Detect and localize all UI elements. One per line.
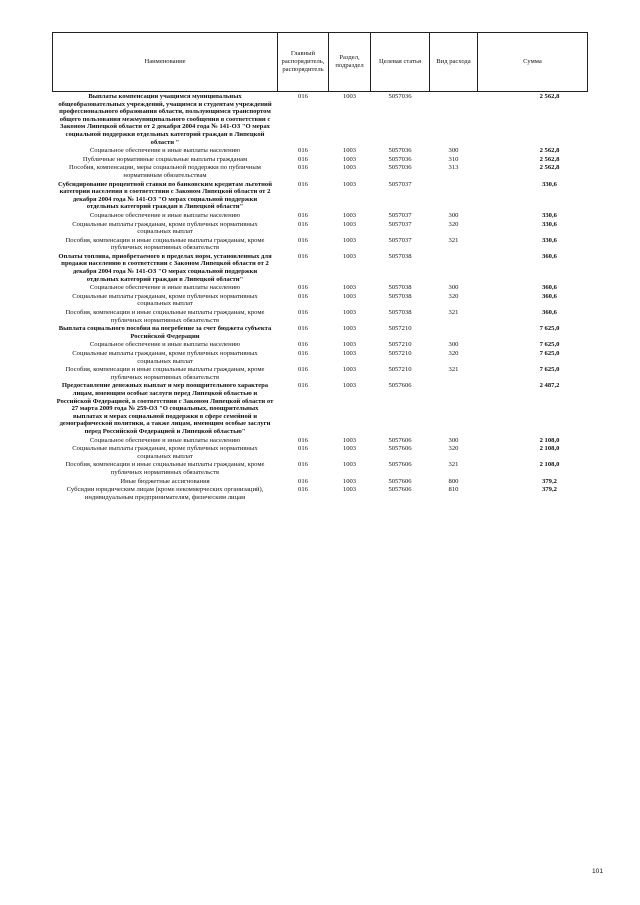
cell-sum: 7 625,0 bbox=[539, 325, 560, 333]
table-row bbox=[53, 163, 588, 179]
cell-admin: 016 bbox=[298, 164, 308, 172]
cell-sum: 2 108,0 bbox=[539, 445, 560, 453]
cell-name: Социальное обеспечение и иные выплаты населению bbox=[89, 341, 241, 349]
cell-target: 5057606 bbox=[388, 436, 412, 444]
cell-expense: 321 bbox=[448, 309, 459, 317]
cell-sum: 2 562,8 bbox=[539, 93, 560, 100]
cell-name: Субсидирование процентной ставки по банковским кредитам льготной категории населения в соответствии с Законом Липецкой области от 2 декабря 2004 года № 141-ОЗ "О мерах социальной поддержки отдельных категорий граждан в Липецкой области" bbox=[57, 180, 273, 211]
cell-name: Пособия, компенсации и иные социальные выплаты гражданам, кроме публичных нормативных обязательств bbox=[65, 366, 265, 381]
cell-admin: 016 bbox=[298, 211, 308, 219]
cell-section: 1003 bbox=[342, 93, 357, 100]
table-row bbox=[53, 220, 588, 236]
header-sum: Сумма bbox=[478, 33, 588, 92]
cell-sum: 360,6 bbox=[542, 252, 557, 260]
cell-admin: 016 bbox=[298, 180, 308, 188]
table-row bbox=[53, 381, 588, 435]
table-row bbox=[53, 211, 588, 220]
cell-sum: 2 562,8 bbox=[539, 164, 560, 172]
cell-name: Социальное обеспечение и иные выплаты населению bbox=[89, 284, 241, 292]
cell-name: Социальные выплаты гражданам, кроме публичных нормативных социальных выплат bbox=[72, 220, 258, 236]
cell-sum: 2 562,8 bbox=[539, 147, 560, 155]
cell-target: 5057210 bbox=[388, 366, 412, 374]
table-row bbox=[53, 349, 588, 365]
cell-section: 1003 bbox=[342, 486, 357, 494]
cell-sum: 7 625,0 bbox=[539, 350, 560, 357]
cell-target: 5057606 bbox=[388, 445, 412, 453]
cell-section: 1003 bbox=[342, 350, 357, 357]
page-number: 101 bbox=[592, 868, 604, 875]
cell-admin: 016 bbox=[298, 350, 308, 357]
cell-expense bbox=[430, 324, 478, 340]
cell-target: 5057210 bbox=[388, 325, 412, 333]
table-row bbox=[53, 460, 588, 476]
cell-sum: 330,6 bbox=[542, 220, 557, 228]
cell-expense: 320 bbox=[448, 220, 459, 228]
cell-expense: 320 bbox=[448, 292, 459, 300]
table-row bbox=[53, 252, 588, 283]
cell-name: Выплата социального пособия на погребение за счет бюджета субъекта Российской Федерации bbox=[58, 325, 272, 340]
cell-target: 5057037 bbox=[388, 220, 412, 228]
cell-sum: 330,6 bbox=[542, 211, 557, 219]
cell-sum: 360,6 bbox=[542, 309, 557, 317]
cell-name: Пособия, компенсации и иные социальные выплаты гражданам, кроме публичных нормативных обязательств bbox=[65, 309, 265, 324]
cell-sum: 330,6 bbox=[542, 236, 557, 244]
cell-name: Социальные выплаты гражданам, кроме публичных нормативных социальных выплат bbox=[72, 292, 258, 308]
cell-section: 1003 bbox=[342, 236, 357, 244]
cell-name: Социальные выплаты гражданам, кроме публичных нормативных социальных выплат bbox=[72, 445, 258, 460]
cell-section: 1003 bbox=[342, 252, 357, 260]
table-row bbox=[53, 292, 588, 308]
table-row bbox=[53, 308, 588, 324]
table-row bbox=[53, 340, 588, 349]
cell-expense: 321 bbox=[448, 366, 459, 374]
cell-target: 5057038 bbox=[388, 292, 412, 300]
cell-sum: 2 108,0 bbox=[539, 461, 560, 469]
table-row bbox=[53, 155, 588, 164]
cell-target: 5057038 bbox=[388, 284, 412, 292]
cell-target: 5057210 bbox=[388, 350, 412, 357]
cell-admin: 016 bbox=[298, 325, 308, 333]
cell-name: Социальное обеспечение и иные выплаты населению bbox=[89, 211, 241, 219]
table-row bbox=[53, 365, 588, 381]
header-admin: Главный распорядитель, распорядитель bbox=[278, 33, 329, 92]
cell-target: 5057606 bbox=[388, 461, 412, 469]
cell-expense bbox=[430, 252, 478, 283]
cell-section: 1003 bbox=[342, 211, 357, 219]
cell-name: Пособия, компенсации и иные социальные выплаты гражданам, кроме публичных нормативных обязательств bbox=[65, 236, 265, 252]
cell-expense bbox=[430, 381, 478, 435]
cell-sum: 2 108,0 bbox=[539, 436, 560, 444]
header-expense: Вид расхода bbox=[430, 33, 478, 92]
cell-admin: 016 bbox=[298, 341, 308, 349]
cell-section: 1003 bbox=[342, 461, 357, 469]
cell-target: 5057036 bbox=[388, 155, 412, 163]
cell-expense: 300 bbox=[448, 341, 459, 349]
cell-name: Публичные нормативные социальные выплаты гражданам bbox=[82, 155, 248, 163]
cell-admin: 016 bbox=[298, 445, 308, 453]
table-row bbox=[53, 436, 588, 445]
cell-name: Оплаты топлива, приобретаемого в пределах норм, установленных для продажи населению в соответствии с Законом Липецкой области от 2 декабря 2004 года № 141-ОЗ "О мерах социальной поддержки отдельных категорий граждан в Липецкой области" bbox=[58, 252, 272, 283]
cell-admin: 016 bbox=[298, 292, 308, 300]
cell-target: 5057606 bbox=[388, 382, 412, 390]
cell-sum: 379,2 bbox=[542, 486, 557, 494]
cell-section: 1003 bbox=[342, 382, 357, 390]
cell-expense: 321 bbox=[448, 236, 459, 244]
cell-expense bbox=[430, 92, 478, 147]
cell-expense: 300 bbox=[448, 284, 459, 292]
cell-target: 5057606 bbox=[388, 486, 412, 494]
cell-name: Пособия, компенсации, меры социальной поддержки по публичным нормативным обязательствам bbox=[69, 164, 261, 179]
cell-target: 5057038 bbox=[388, 309, 412, 317]
table-row bbox=[53, 92, 588, 147]
cell-target: 5057037 bbox=[388, 180, 412, 188]
cell-expense: 300 bbox=[448, 147, 459, 155]
cell-target: 5057036 bbox=[388, 164, 412, 172]
cell-section: 1003 bbox=[342, 155, 357, 163]
table-row bbox=[53, 283, 588, 292]
cell-expense: 310 bbox=[448, 155, 459, 163]
cell-section: 1003 bbox=[342, 147, 357, 155]
cell-expense bbox=[430, 180, 478, 211]
cell-expense: 800 bbox=[448, 477, 459, 485]
cell-expense: 321 bbox=[448, 461, 459, 469]
cell-section: 1003 bbox=[342, 445, 357, 453]
cell-sum: 2 487,2 bbox=[539, 382, 560, 390]
cell-admin: 016 bbox=[298, 147, 308, 155]
cell-target: 5057036 bbox=[388, 93, 412, 100]
cell-section: 1003 bbox=[342, 309, 357, 317]
cell-expense: 300 bbox=[448, 436, 459, 444]
table-header bbox=[53, 33, 588, 92]
cell-target: 5057606 bbox=[388, 477, 412, 485]
cell-target: 5057037 bbox=[388, 211, 412, 219]
header-section: Раздел, подраздел bbox=[329, 33, 371, 92]
cell-name: Социальное обеспечение и иные выплаты населению bbox=[89, 436, 241, 444]
cell-admin: 016 bbox=[298, 93, 308, 100]
cell-target: 5057036 bbox=[388, 147, 412, 155]
cell-section: 1003 bbox=[342, 477, 357, 485]
header-target: Целевая статья bbox=[371, 33, 430, 92]
cell-name: Субсидии юридическим лицам (кроме некоммерческих организаций), индивидуальным предпринимателям, физическим лицам bbox=[66, 486, 264, 501]
cell-expense: 320 bbox=[448, 350, 459, 357]
cell-admin: 016 bbox=[298, 436, 308, 444]
cell-admin: 016 bbox=[298, 155, 308, 163]
cell-expense: 300 bbox=[448, 211, 459, 219]
cell-name: Социальное обеспечение и иные выплаты населению bbox=[89, 147, 241, 155]
cell-admin: 016 bbox=[298, 236, 308, 244]
cell-name: Социальные выплаты гражданам, кроме публичных нормативных социальных выплат bbox=[72, 350, 258, 365]
cell-sum: 330,6 bbox=[542, 180, 557, 188]
cell-sum: 360,6 bbox=[542, 284, 557, 292]
cell-section: 1003 bbox=[342, 180, 357, 188]
cell-target: 5057210 bbox=[388, 341, 412, 349]
cell-admin: 016 bbox=[298, 486, 308, 494]
cell-section: 1003 bbox=[342, 292, 357, 300]
table-row bbox=[53, 444, 588, 460]
table-row bbox=[53, 485, 588, 501]
cell-expense: 320 bbox=[448, 445, 459, 453]
cell-section: 1003 bbox=[342, 366, 357, 374]
cell-section: 1003 bbox=[342, 220, 357, 228]
cell-sum: 7 625,0 bbox=[539, 366, 560, 374]
cell-sum: 360,6 bbox=[542, 292, 557, 300]
cell-sum: 2 562,8 bbox=[539, 155, 560, 163]
cell-admin: 016 bbox=[298, 461, 308, 469]
cell-admin: 016 bbox=[298, 284, 308, 292]
table-row bbox=[53, 180, 588, 211]
table-row bbox=[53, 146, 588, 155]
cell-name: Предоставление денежных выплат и мер поощрительного характера лицам, имеющим особые заслуги перед Липецкой областью и Российской Федерацией, в соответствии с Законом Липецкой области от 27 марта 2009 года № 259-ОЗ "О социальных, поощрительных выплатах и мерах социальной поддержки в сфере семейной и демографической политики, а также лицам, имеющим особые заслуги перед Российской Федерацией и Липецкой областью" bbox=[56, 382, 274, 435]
cell-admin: 016 bbox=[298, 252, 308, 260]
table-row bbox=[53, 477, 588, 486]
cell-name: Иные бюджетные ассигнования bbox=[120, 477, 210, 485]
cell-admin: 016 bbox=[298, 309, 308, 317]
cell-expense: 313 bbox=[448, 164, 459, 172]
cell-section: 1003 bbox=[342, 164, 357, 172]
cell-admin: 016 bbox=[298, 477, 308, 485]
cell-section: 1003 bbox=[342, 284, 357, 292]
cell-sum: 379,2 bbox=[542, 477, 557, 485]
cell-admin: 016 bbox=[298, 220, 308, 228]
cell-admin: 016 bbox=[298, 382, 308, 390]
table-row bbox=[53, 236, 588, 252]
table-row bbox=[53, 324, 588, 340]
cell-expense: 810 bbox=[448, 486, 459, 494]
header-name: Наименование bbox=[53, 33, 278, 92]
cell-name: Выплаты компенсации учащимся муниципальных общеобразовательных учреждений, учащимся и студентам учреждений профессионального образования области, пользующимся транспортом общего пользования межмуниципального сообщения в соответствии с Законом Липецкой области от 2 декабря 2004 года № 141-ОЗ "О мерах социальной поддержки отдельных категорий граждан в Липецкой области " bbox=[58, 93, 272, 146]
cell-target: 5057037 bbox=[388, 236, 412, 244]
table-body bbox=[53, 92, 588, 502]
cell-section: 1003 bbox=[342, 325, 357, 333]
cell-sum: 7 625,0 bbox=[539, 341, 560, 349]
cell-name: Пособия, компенсации и иные социальные выплаты гражданам, кроме публичных нормативных обязательств bbox=[65, 461, 265, 476]
budget-table bbox=[52, 32, 588, 501]
cell-section: 1003 bbox=[342, 436, 357, 444]
cell-target: 5057038 bbox=[388, 252, 412, 260]
cell-section: 1003 bbox=[342, 341, 357, 349]
cell-admin: 016 bbox=[298, 366, 308, 374]
budget-table-container bbox=[52, 32, 587, 501]
